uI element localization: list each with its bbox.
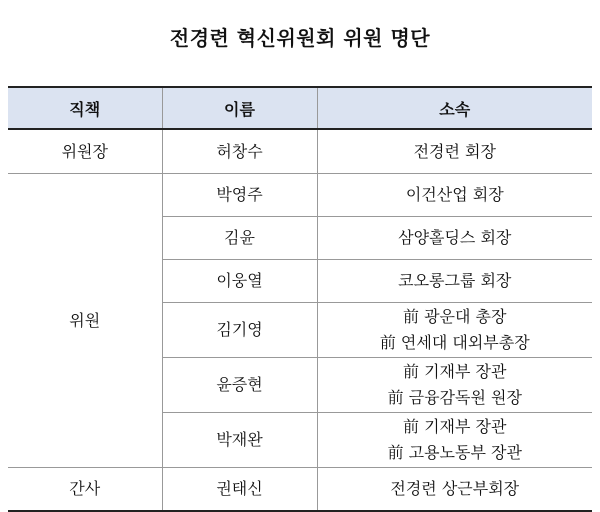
- affiliation-line: 前 기재부 장관: [403, 417, 507, 436]
- affiliation-line: 코오롱그룹 회장: [398, 271, 512, 290]
- name-cell: 권태신: [162, 468, 317, 512]
- affiliation-line: 前 금융감독원 원장: [387, 388, 522, 407]
- name-cell: 이웅열: [162, 260, 317, 303]
- affiliation-cell: [317, 358, 592, 413]
- affiliation-cell: [317, 174, 592, 217]
- name-cell: 박영주: [162, 174, 317, 217]
- affiliation-line: 前 고용노동부 장관: [387, 443, 522, 462]
- name-cell: 박재완: [162, 413, 317, 468]
- affiliation-cell: [317, 129, 592, 174]
- header-name: 이름: [162, 87, 317, 129]
- name-cell: 허창수: [162, 129, 317, 174]
- role-cell: 위원: [8, 174, 162, 468]
- affiliation-cell: [317, 303, 592, 358]
- header-affiliation: 소속: [317, 87, 592, 129]
- page-title: 전경련 혁신위원회 위원 명단: [169, 26, 431, 50]
- affiliation-cell: [317, 413, 592, 468]
- affiliation-cell: [317, 260, 592, 303]
- name-cell: 윤증현: [162, 358, 317, 413]
- affiliation-line: 이건산업 회장: [405, 185, 504, 204]
- affiliation-line: 전경련 상근부회장: [390, 479, 520, 498]
- table-row: [8, 129, 592, 174]
- role-cell: 위원장: [8, 129, 162, 174]
- table-row: [8, 174, 592, 217]
- members-table: [8, 86, 592, 512]
- header-role: 직책: [8, 87, 162, 129]
- role-cell: 간사: [8, 468, 162, 512]
- name-cell: 김기영: [162, 303, 317, 358]
- affiliation-line: 前 연세대 대외부총장: [379, 333, 530, 352]
- table-header-row: [8, 87, 592, 129]
- affiliation-cell: [317, 468, 592, 512]
- affiliation-line: 전경련 회장: [413, 141, 496, 161]
- affiliation-line: 前 기재부 장관: [403, 362, 507, 381]
- affiliation-line: 前 광운대 총장: [403, 307, 507, 326]
- affiliation-cell: [317, 217, 592, 260]
- table-row: [8, 468, 592, 512]
- affiliation-line: 삼양홀딩스 회장: [398, 228, 512, 247]
- name-cell: 김윤: [162, 217, 317, 260]
